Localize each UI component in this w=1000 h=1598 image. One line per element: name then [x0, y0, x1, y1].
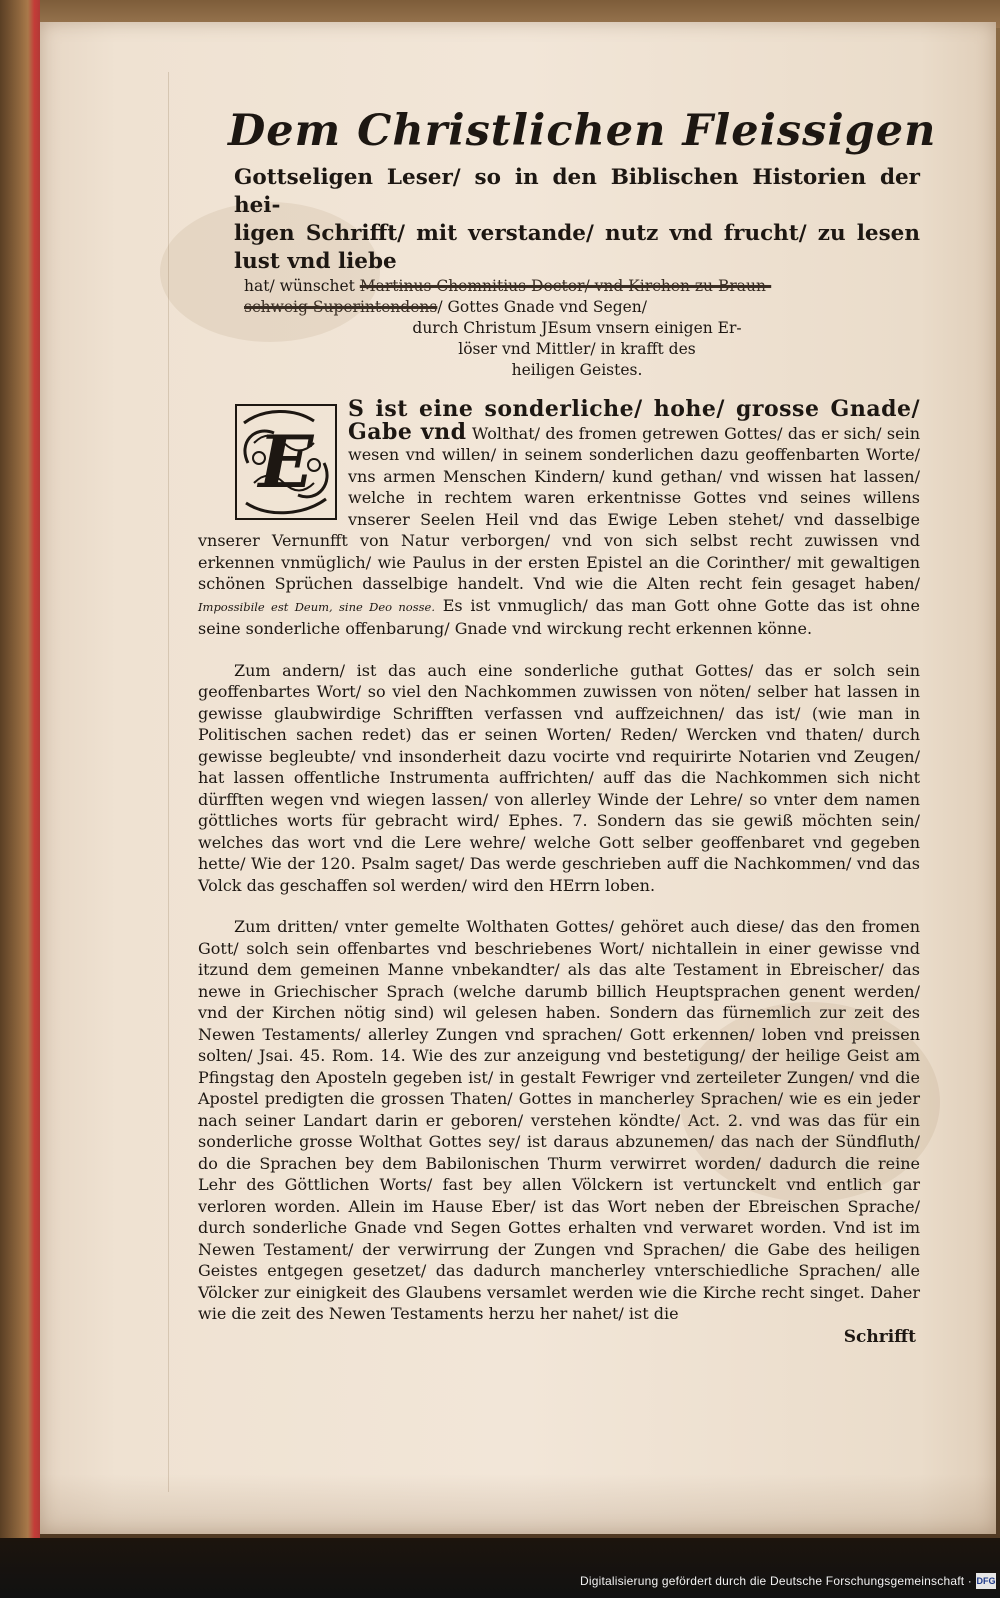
dedication-center-1: durch Christum JEsum vnsern einigen Er- [412, 319, 742, 337]
decorated-initial [234, 403, 338, 521]
book-cover-edge [0, 0, 40, 1540]
dedication-line-2 [244, 297, 920, 318]
dedication-line-1 [244, 276, 920, 297]
initial-letter: E [258, 419, 314, 504]
subtitle-line-1: Gottseligen Leser/ so in den Biblischen Historien der hei- [234, 165, 920, 218]
paragraph-1-lead: S ist eine sonderliche/ hohe/ grosse Gnade/ Gabe vnd [348, 396, 920, 445]
dedication-center-3: heiligen Geistes. [511, 361, 643, 379]
margin-fold [168, 72, 169, 1492]
ornament-initial-icon [234, 403, 338, 521]
paragraph-1 [198, 396, 920, 640]
paragraph-3: Zum dritten/ vnter gemelte Wolthaten Gottes/ gehöret auch diese/ das den fromen Gott/ solch sein offenbartes vnd beschriebenes Wort/ nichtallein in einer gewisse vnd itzund dem gemeinen Manne vnbekandter/ als das alte Testament in Ebreischer/ das newe in Griechischer Sprach (welche darumb billich Heuptsprachen genent werden/ vnd der Kirchen nötig sind) wil gelesen haben. Sondern das fürnemlich zur zeit des Newen Testaments/ allerley Zungen vnd sprachen/ Gott erkennen/ loben vnd preissen solten/ Jsai. 45. Rom. 14. Wie des zur anzeigung vnd bestetigung/ der heilige Geist am Pfingstag den Aposteln gegeben ist/ in gestalt Fewriger vnd zerteileter Zungen/ vnd die Apostel predigten die grossen Thaten/ Gottes in mancherley Sprachen/ wie es ein jeder nach seiner Landart darin er geboren/ verstehen köndte/ Act. 2. vnd was das für ein sonderliche grosse Wolthat Gottes sey/ ist daraus abzunemen/ das nach der Sündfluth/ do die Sprachen bey dem Babilonischen Thurm verwirret worden/ dadurch die reine Lehr des Göttlichen Worts/ fast bey allen Völckern ist vertunckelt vnd entlich gar verloren worden. Allein im Hause Eber/ ist das Wort neben der Ebreischen Sprache/ durch sonderliche Gnade vnd Segen Gottes erhalten vnd verwaret worden. Vnd ist im Newen Testament/ der verwirrung der Zungen vnd Sprachen/ die Gabe des heiligen Geistes entgegen gesetzet/ das dadurch mancherley vnterschiedliche Sprachen/ alle Völcker zur einigkeit des Glaubens versamlet werden wie die Kirche recht singet. Daher wie die zeit des Newen Testaments herzu her nahet/ ist die [198, 917, 920, 1323]
dedication-text: hat/ wünschet [244, 277, 360, 295]
paragraph-1-body: Wolthat/ des fromen getrewen Gottes/ das er sich/ sein wesen vnd willen/ in seinem sonderlichen dazu geoffenbarten Worte/ vns armen Menschen Kindern/ kund gethan/ vnd wissen hat lassen/ welche in rechtem waren erkentnisse Gottes vnd seines willens vnserer Seelen Heil vnd das Ewige Leben stehet/ vnd dasselbige vnserer Vernunfft von Natur verborgen/ vnd von sich selbst recht zuwissen vnd erkennen vnmüglich/ wie Paulus in der ersten Epistel an die Corinther/ mit gewaltigen schönen Sprüchen dasselbige handelt. Vnd wie die Alten recht fein gesaget haben/ [198, 423, 920, 593]
struck-office: schweig Superintendens [244, 298, 438, 316]
catchword: Schrifft [843, 1326, 916, 1347]
funding-credit: Digitalisierung gefördert durch die Deutsche Forschungsgemeinschaft · [580, 1574, 972, 1588]
paragraph-2: Zum andern/ ist das auch eine sonderliche guthat Gottes/ das er solch sein geoffenbartes Wort/ so viel den Nachkommen zuwissen von nöten/ selber hat lassen in gewisse glaubwirdige Schrifften verfassen vnd auffzeichnen/ das ist/ (wie man in Politischen sachen redet) das er seinen Worten/ Reden/ Wercken vnd thaten/ durch gewisse begleubte/ vnd insonderheit dazu vocirte vnd requirirte Notarien vnd Zeugen/ hat lassen offentliche Instrumenta auffrichten/ auff das die Nachkommen sich nicht dürfften wegen vnd wiegen lassen/ von allerley Winde der Lehre/ so vnter dem namen göttliches worts für gebracht wird/ Ephes. 7. Sondern das sie gewiß möchten sein/ welches das wort vnd die Lere wehre/ welche Gott selber geoffenbaret vnd gegeben hette/ Wie der 120. Psalm saget/ Das werde geschrieben auff die Nachkommen/ vnd das Volck das geschaffen sol werden/ wird den HErrn loben. [198, 660, 920, 895]
latin-quote: Impossibile est Deum, sine Deo nosse. [198, 599, 435, 614]
paragraph-1-tail: Es ist vnmuglich/ das man Gott ohne Gotte das ist ohne seine sonderliche offenbarung/ Gnade vnd wirckung recht erkennen könne. [198, 595, 920, 638]
dfg-logo-icon: DFG [976, 1573, 996, 1589]
page-title: Dem Christlichen Fleissigen [228, 106, 937, 156]
dedication-text: / Gottes Gnade vnd Segen/ [437, 298, 648, 316]
struck-author-name: Martinus Chemnitius Doctor/ vnd Kirchen zu Braun- [359, 277, 772, 295]
viewer-footer [0, 1538, 1000, 1598]
subtitle-line-2: ligen Schrifft/ mit verstande/ nutz vnd frucht/ zu lesen lust vnd liebe [234, 221, 920, 274]
page-text [198, 80, 937, 1347]
dedication-center-2: löser vnd Mittler/ in krafft des [458, 340, 696, 358]
